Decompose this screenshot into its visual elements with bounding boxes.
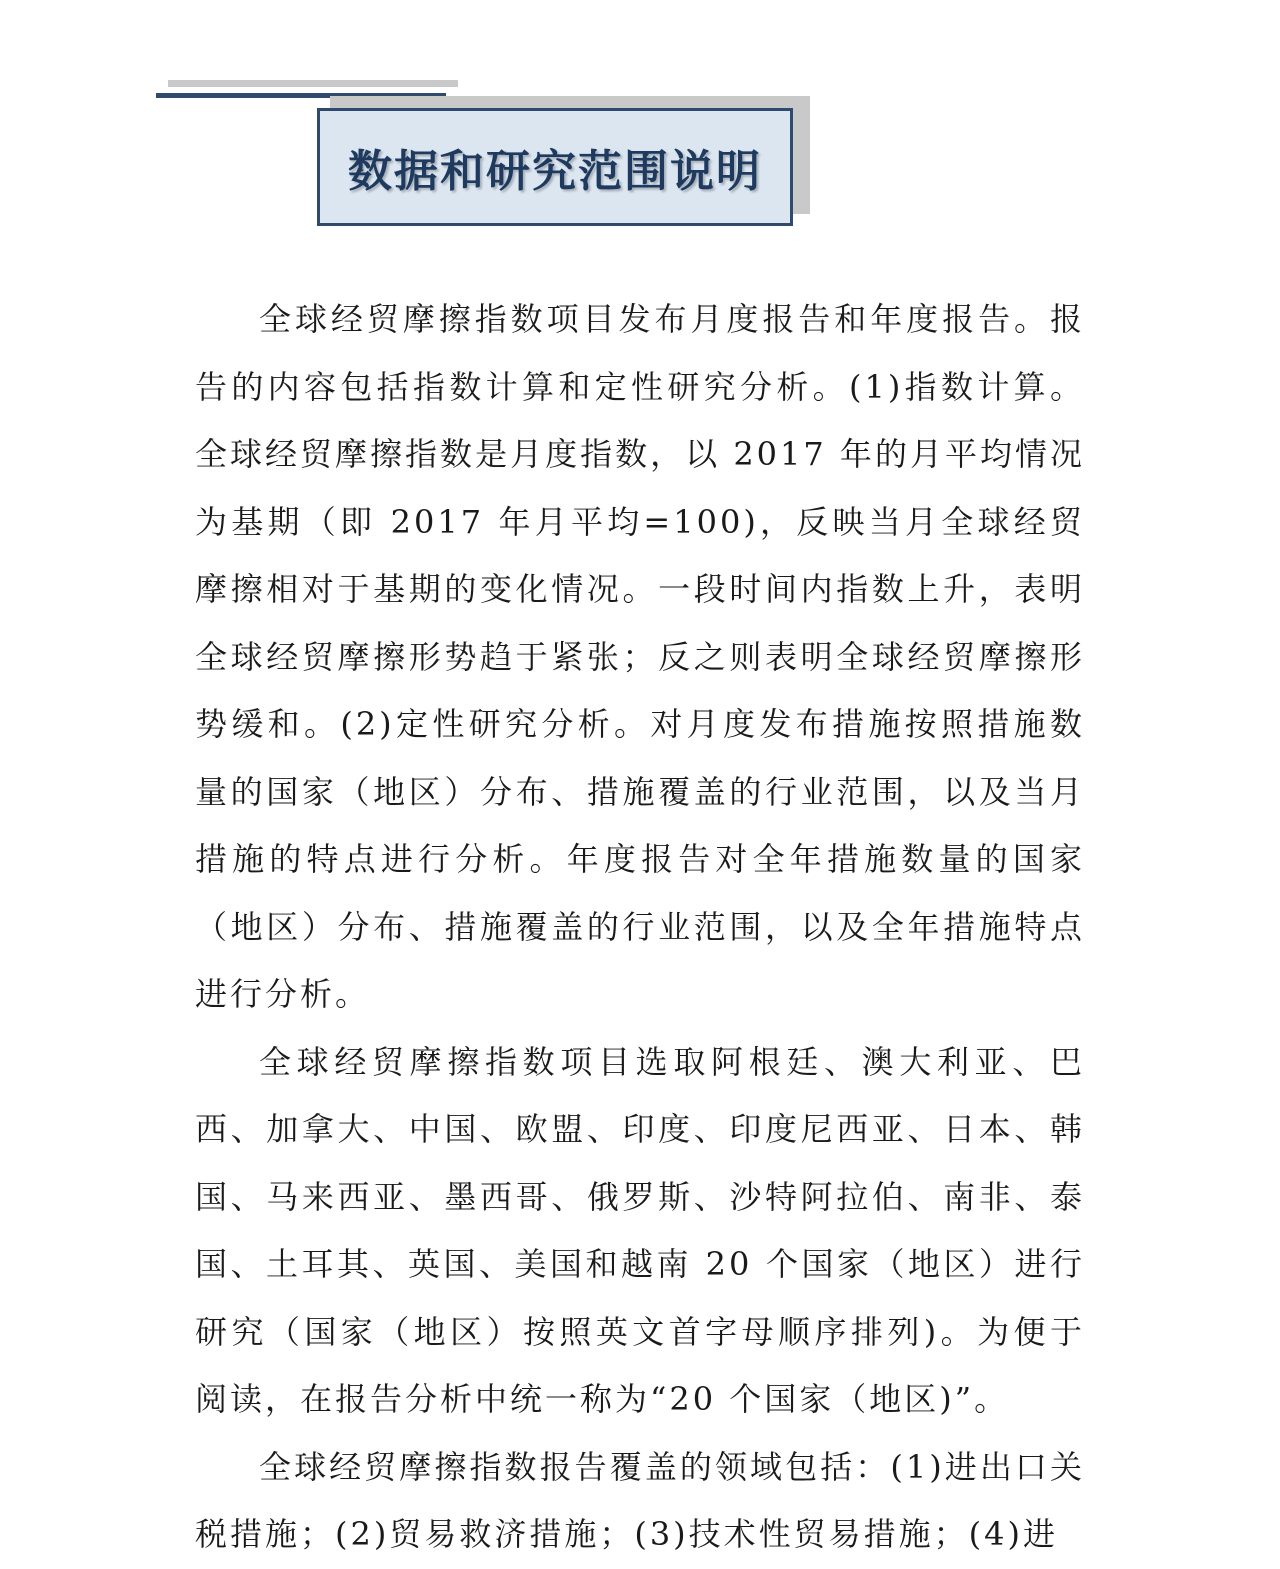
page-title: 数据和研究范围说明 [348, 146, 762, 197]
paragraph-coverage-areas: 全球经贸摩擦指数报告覆盖的领域包括：(1)进出口关税措施；(2)贸易救济措施；(3)技术性贸易措施；(4)进 [195, 1447, 1085, 1553]
decorative-rule-gray [168, 80, 458, 87]
paragraph-report-overview: 全球经贸摩擦指数项目发布月度报告和年度报告。报告的内容包括指数计算和定性研究分析。(1)指数计算。全球经贸摩擦指数是月度指数，以 2017 年的月平均情况为基期（即 2017 年月平均=100)，反映当月全球经贸摩擦相对于基期的变化情况。一段时间内指数上升，表明全球经贸摩擦形势趋于紧张；反之则表明全球经贸摩擦形势缓和。(2)定性研究分析。对月度发布措施按照措施数量的国家（地区）分布、措施覆盖的行业范围，以及当月措施的特点进行分析。年度报告对全年措施数量的国家（地区）分布、措施覆盖的行业范围，以及全年措施特点进行分析。 [195, 300, 1085, 1013]
paragraph-country-scope: 全球经贸摩擦指数项目选取阿根廷、澳大利亚、巴西、加拿大、中国、欧盟、印度、印度尼西亚、日本、韩国、马来西亚、墨西哥、俄罗斯、沙特阿拉伯、南非、泰国、土耳其、英国、美国和越南 20 个国家（地区）进行研究（国家（地区）按照英文首字母顺序排列)。为便于阅读，在报告分析中统一称为“20 个国家（地区)”。 [195, 1042, 1085, 1418]
title-box [317, 108, 793, 226]
body-text [195, 286, 1085, 1569]
